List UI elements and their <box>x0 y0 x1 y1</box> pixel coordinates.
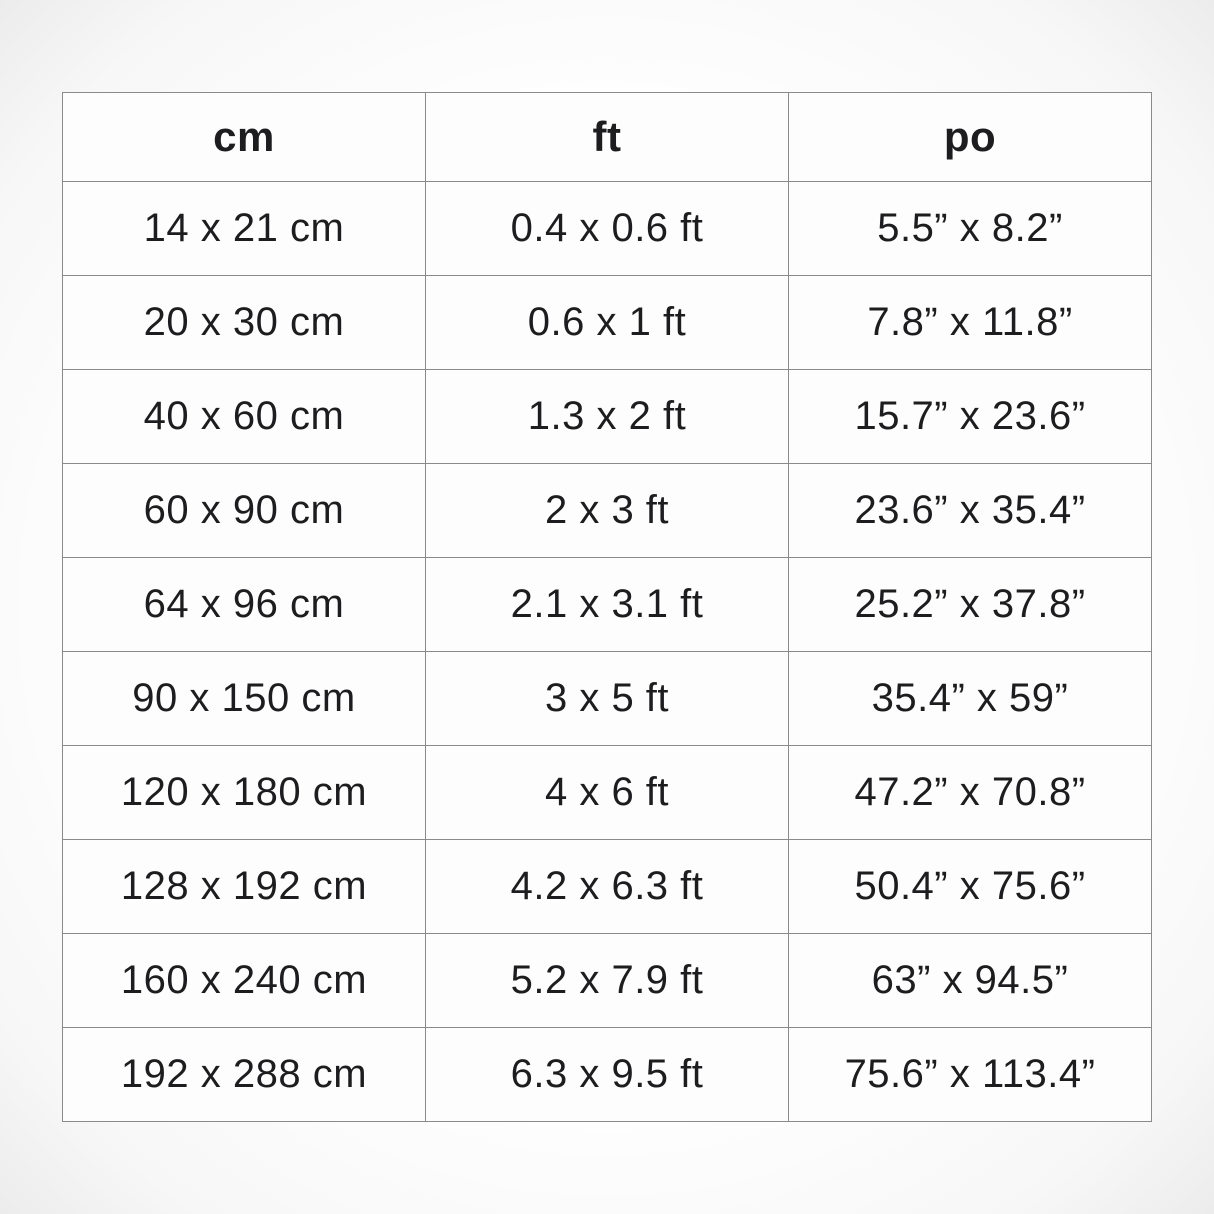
table-row <box>63 746 1152 840</box>
size-conversion-table <box>62 92 1152 1122</box>
po-value: 7.8” x 11.8” <box>789 276 1152 370</box>
cm-value: 60 x 90 cm <box>63 464 426 558</box>
cm-value: 160 x 240 cm <box>63 934 426 1028</box>
table-row <box>63 652 1152 746</box>
ft-value: 4.2 x 6.3 ft <box>426 840 789 934</box>
cm-value: 14 x 21 cm <box>63 182 426 276</box>
table-row <box>63 558 1152 652</box>
table-row <box>63 370 1152 464</box>
table-row <box>63 934 1152 1028</box>
po-value: 50.4” x 75.6” <box>789 840 1152 934</box>
cm-value: 40 x 60 cm <box>63 370 426 464</box>
po-value: 75.6” x 113.4” <box>789 1028 1152 1122</box>
ft-value: 5.2 x 7.9 ft <box>426 934 789 1028</box>
ft-value: 3 x 5 ft <box>426 652 789 746</box>
header-row <box>63 93 1152 182</box>
cm-value: 64 x 96 cm <box>63 558 426 652</box>
po-value: 47.2” x 70.8” <box>789 746 1152 840</box>
po-value: 23.6” x 35.4” <box>789 464 1152 558</box>
po-value: 5.5” x 8.2” <box>789 182 1152 276</box>
cm-value: 128 x 192 cm <box>63 840 426 934</box>
table-row <box>63 464 1152 558</box>
po-value: 15.7” x 23.6” <box>789 370 1152 464</box>
ft-value: 6.3 x 9.5 ft <box>426 1028 789 1122</box>
ft-value: 0.6 x 1 ft <box>426 276 789 370</box>
header-cell-po: po <box>789 93 1152 182</box>
cm-value: 192 x 288 cm <box>63 1028 426 1122</box>
header-cell-cm: cm <box>63 93 426 182</box>
ft-value: 2 x 3 ft <box>426 464 789 558</box>
table-body <box>63 182 1152 1122</box>
cm-value: 20 x 30 cm <box>63 276 426 370</box>
ft-value: 0.4 x 0.6 ft <box>426 182 789 276</box>
table-row <box>63 182 1152 276</box>
po-value: 35.4” x 59” <box>789 652 1152 746</box>
cm-value: 120 x 180 cm <box>63 746 426 840</box>
cm-value: 90 x 150 cm <box>63 652 426 746</box>
ft-value: 2.1 x 3.1 ft <box>426 558 789 652</box>
ft-value: 1.3 x 2 ft <box>426 370 789 464</box>
table-header <box>63 93 1152 182</box>
ft-value: 4 x 6 ft <box>426 746 789 840</box>
po-value: 63” x 94.5” <box>789 934 1152 1028</box>
table-row <box>63 276 1152 370</box>
header-cell-ft: ft <box>426 93 789 182</box>
table-row <box>63 1028 1152 1122</box>
table-row <box>63 840 1152 934</box>
po-value: 25.2” x 37.8” <box>789 558 1152 652</box>
